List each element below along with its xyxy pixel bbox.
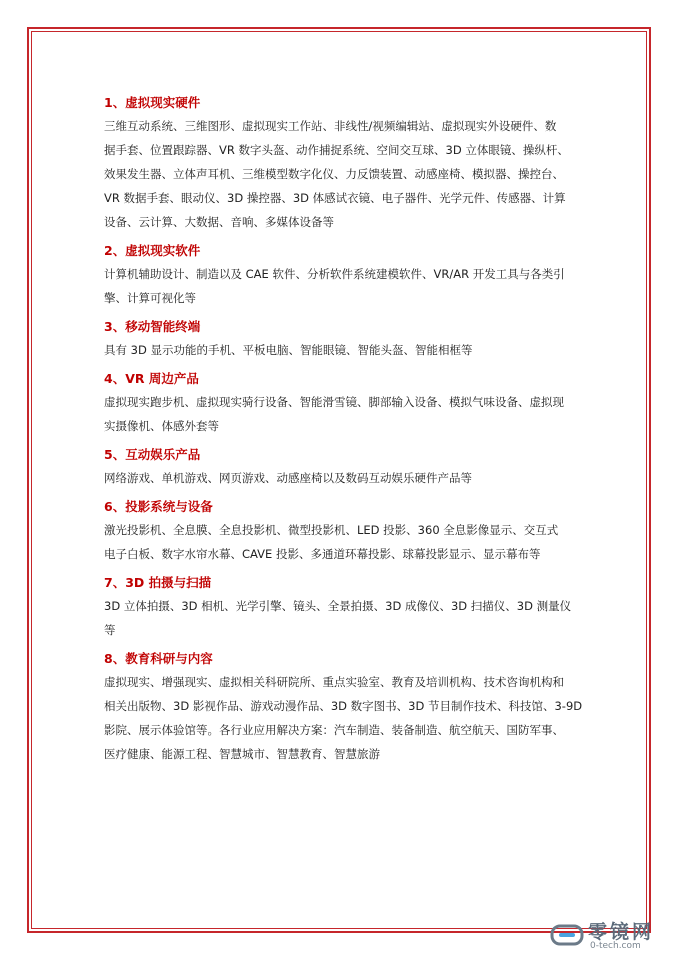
- body-line: 激光投影机、全息膜、全息投影机、微型投影机、LED 投影、360 全息影像显示、交互式: [104, 523, 559, 537]
- section-mobile-terminal: [104, 316, 588, 362]
- section-title: 1、虚拟现实硬件: [104, 95, 201, 110]
- section-3d-capture: [104, 572, 588, 642]
- section-title: 5、互动娱乐产品: [104, 447, 201, 462]
- watermark-name: 零镜网: [588, 921, 655, 943]
- section-body: [104, 390, 588, 438]
- watermark: [550, 917, 672, 955]
- section-title: 6、投影系统与设备: [104, 499, 213, 514]
- body-line: VR 数据手套、眼动仪、3D 操控器、3D 体感试衣镜、电子器件、光学元件、传感器、计算: [104, 191, 566, 205]
- body-line: 3D 立体拍摄、3D 相机、光学引擎、镜头、全景拍摄、3D 成像仪、3D 扫描仪、3D 测量仪: [104, 599, 572, 613]
- section-vr-peripherals: [104, 368, 588, 438]
- body-line: 虚拟现实、增强现实、虚拟相关科研院所、重点实验室、教育及培训机构、技术咨询机构和: [104, 675, 564, 689]
- section-body: [104, 594, 588, 642]
- section-entertainment: [104, 444, 588, 490]
- section-body: [104, 518, 588, 566]
- section-projection: [104, 496, 588, 566]
- section-body: [104, 338, 588, 362]
- body-line: 等: [104, 623, 116, 637]
- body-line: 实摄像机、体感外套等: [104, 419, 219, 433]
- body-line: 影院、展示体验馆等。各行业应用解决方案：汽车制造、装备制造、航空航天、国防军事、: [104, 723, 564, 737]
- section-title: 3、移动智能终端: [104, 319, 201, 334]
- section-hardware: [104, 92, 588, 234]
- body-line: 具有 3D 显示功能的手机、平板电脑、智能眼镜、智能头盔、智能相框等: [104, 343, 473, 357]
- section-body: [104, 670, 588, 766]
- body-line: 计算机辅助设计、制造以及 CAE 软件、分析软件系统建模软件、VR/AR 开发工具与各类引: [104, 267, 565, 281]
- body-line: 据手套、位置跟踪器、VR 数字头盔、动作捕捉系统、空间交互球、3D 立体眼镜、操纵杆、: [104, 143, 569, 157]
- body-line: 擎、计算可视化等: [104, 291, 196, 305]
- watermark-url: 0-tech.com: [590, 941, 641, 951]
- section-body: [104, 466, 588, 490]
- body-line: 电子白板、数字水帘水幕、CAVE 投影、多通道环幕投影、球幕投影显示、显示幕布等: [104, 547, 541, 561]
- body-line: 医疗健康、能源工程、智慧城市、智慧教育、智慧旅游: [104, 747, 380, 761]
- vr-headset-logo-icon: [550, 923, 584, 947]
- section-education: [104, 648, 588, 766]
- body-line: 网络游戏、单机游戏、网页游戏、动感座椅以及数码互动娱乐硬件产品等: [104, 471, 472, 485]
- body-line: 设备、云计算、大数据、音响、多媒体设备等: [104, 215, 334, 229]
- section-title: 4、VR 周边产品: [104, 371, 199, 386]
- section-body: [104, 114, 588, 234]
- section-software: [104, 240, 588, 310]
- section-title: 7、3D 拍摄与扫描: [104, 575, 212, 590]
- body-line: 虚拟现实跑步机、虚拟现实骑行设备、智能滑雪镜、脚部输入设备、模拟气味设备、虚拟现: [104, 395, 564, 409]
- body-line: 相关出版物、3D 影视作品、游戏动漫作品、3D 数字图书、3D 节目制作技术、科技馆、3-9D: [104, 699, 583, 713]
- document-content: [104, 90, 588, 772]
- section-body: [104, 262, 588, 310]
- body-line: 效果发生器、立体声耳机、三维模型数字化仪、力反馈装置、动感座椅、模拟器、操控台、: [104, 167, 564, 181]
- section-title: 8、教育科研与内容: [104, 651, 213, 666]
- section-title: 2、虚拟现实软件: [104, 243, 201, 258]
- body-line: 三维互动系统、三维图形、虚拟现实工作站、非线性/视频编辑站、虚拟现实外设硬件、数: [104, 119, 557, 133]
